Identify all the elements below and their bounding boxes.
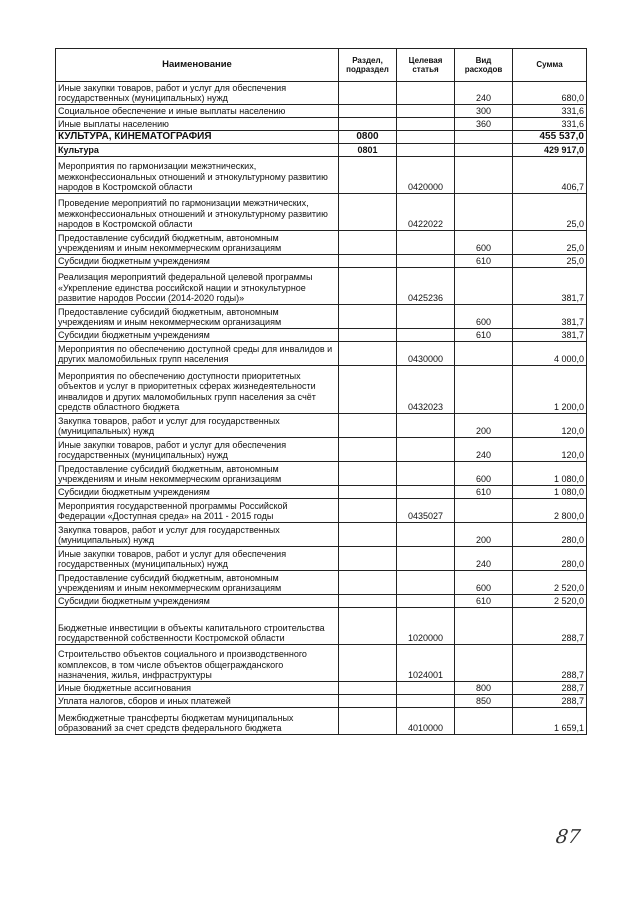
row-sum: 288,7 xyxy=(513,682,587,695)
row-type: 240 xyxy=(455,438,513,462)
row-type: 300 xyxy=(455,105,513,118)
row-name: Предоставление субсидий бюджетным, автономным учреждениям и иным некоммерческим организациям xyxy=(56,231,339,255)
row-name: Иные закупки товаров, работ и услуг для обеспечения государственных (муниципальных) нужд xyxy=(56,438,339,462)
row-sum: 280,0 xyxy=(513,547,587,571)
row-section xyxy=(339,608,397,645)
row-sum: 120,0 xyxy=(513,438,587,462)
header-name: Наименование xyxy=(56,49,339,82)
row-type: 610 xyxy=(455,255,513,268)
row-type: 600 xyxy=(455,231,513,255)
row-section xyxy=(339,547,397,571)
header-sum: Сумма xyxy=(513,49,587,82)
row-type: 240 xyxy=(455,82,513,105)
row-target xyxy=(397,523,455,547)
row-section xyxy=(339,438,397,462)
row-target xyxy=(397,438,455,462)
row-name: Субсидии бюджетным учреждениям xyxy=(56,329,339,342)
row-name: Иные закупки товаров, работ и услуг для обеспечения государственных (муниципальных) нужд xyxy=(56,547,339,571)
table-row xyxy=(56,231,587,255)
row-type xyxy=(455,157,513,194)
table-row xyxy=(56,695,587,708)
row-sum: 1 080,0 xyxy=(513,462,587,486)
row-target: 0425236 xyxy=(397,268,455,305)
row-section xyxy=(339,255,397,268)
row-type: 800 xyxy=(455,682,513,695)
table-row-subsection xyxy=(56,144,587,157)
row-name: Мероприятия по обеспечению доступности приоритетных объектов и услуг в приоритетных сферах жизнедеятельности инвалидов и других маломобильных групп населения за счёт средств областного бюджета xyxy=(56,366,339,414)
row-section xyxy=(339,571,397,595)
row-sum: 2 800,0 xyxy=(513,499,587,523)
header-target: Целевая статья xyxy=(397,49,455,82)
row-sum: 381,7 xyxy=(513,305,587,329)
row-type: 610 xyxy=(455,486,513,499)
row-name: Предоставление субсидий бюджетным, автономным учреждениям и иным некоммерческим организациям xyxy=(56,571,339,595)
row-sum: 455 537,0 xyxy=(513,131,587,144)
row-type: 360 xyxy=(455,118,513,131)
table-row xyxy=(56,523,587,547)
table-row xyxy=(56,118,587,131)
row-sum: 1 659,1 xyxy=(513,708,587,735)
row-type: 200 xyxy=(455,523,513,547)
row-section xyxy=(339,523,397,547)
row-name: Предоставление субсидий бюджетным, автономным учреждениям и иным некоммерческим организациям xyxy=(56,462,339,486)
row-type xyxy=(455,499,513,523)
table-row xyxy=(56,645,587,682)
row-name: Бюджетные инвестиции в объекты капитального строительства государственной собственности Костромской области xyxy=(56,608,339,645)
row-section xyxy=(339,645,397,682)
row-section xyxy=(339,414,397,438)
row-sum: 120,0 xyxy=(513,414,587,438)
table-row xyxy=(56,499,587,523)
row-name: Социальное обеспечение и иные выплаты населению xyxy=(56,105,339,118)
row-sum: 2 520,0 xyxy=(513,595,587,608)
row-type: 200 xyxy=(455,414,513,438)
row-type: 600 xyxy=(455,305,513,329)
row-name: Субсидии бюджетным учреждениям xyxy=(56,255,339,268)
row-sum: 288,7 xyxy=(513,695,587,708)
row-name: Мероприятия по гармонизации межэтнических, межконфессиональных отношений и этнокультурному развитию народов в Костромской области xyxy=(56,157,339,194)
row-name: Культура xyxy=(56,144,339,157)
row-name: Реализация мероприятий федеральной целевой программы «Укрепление единства российской нации и этнокультурное развитие народов России (2014-2020 годы)» xyxy=(56,268,339,305)
row-name: Иные закупки товаров, работ и услуг для обеспечения государственных (муниципальных) нужд xyxy=(56,82,339,105)
row-target: 4010000 xyxy=(397,708,455,735)
row-type: 610 xyxy=(455,329,513,342)
table-row xyxy=(56,595,587,608)
row-target xyxy=(397,595,455,608)
row-target xyxy=(397,547,455,571)
budget-table xyxy=(55,48,587,735)
row-target: 0422022 xyxy=(397,194,455,231)
table-row xyxy=(56,571,587,595)
row-sum: 25,0 xyxy=(513,194,587,231)
row-section xyxy=(339,366,397,414)
row-type xyxy=(455,366,513,414)
table-row xyxy=(56,329,587,342)
row-section: 0801 xyxy=(339,144,397,157)
row-sum: 406,7 xyxy=(513,157,587,194)
row-section xyxy=(339,305,397,329)
row-sum: 288,7 xyxy=(513,645,587,682)
row-target xyxy=(397,82,455,105)
row-sum: 288,7 xyxy=(513,608,587,645)
row-sum: 429 917,0 xyxy=(513,144,587,157)
row-section xyxy=(339,595,397,608)
row-target: 0432023 xyxy=(397,366,455,414)
row-type: 610 xyxy=(455,595,513,608)
table-row xyxy=(56,366,587,414)
row-type: 240 xyxy=(455,547,513,571)
row-target xyxy=(397,255,455,268)
header-type: Вид расходов xyxy=(455,49,513,82)
row-sum: 381,7 xyxy=(513,329,587,342)
row-type xyxy=(455,268,513,305)
row-name: Закупка товаров, работ и услуг для государственных (муниципальных) нужд xyxy=(56,414,339,438)
row-sum: 25,0 xyxy=(513,255,587,268)
row-target xyxy=(397,105,455,118)
row-target xyxy=(397,486,455,499)
row-type xyxy=(455,131,513,144)
row-sum: 680,0 xyxy=(513,82,587,105)
row-name: Иные бюджетные ассигнования xyxy=(56,682,339,695)
table-row xyxy=(56,708,587,735)
table-row xyxy=(56,157,587,194)
table-row xyxy=(56,438,587,462)
row-target xyxy=(397,144,455,157)
row-target: 0420000 xyxy=(397,157,455,194)
row-target xyxy=(397,682,455,695)
row-section xyxy=(339,105,397,118)
row-sum: 331,6 xyxy=(513,105,587,118)
row-name: Межбюджетные трансферты бюджетам муниципальных образований за счет средств федерального бюджета xyxy=(56,708,339,735)
row-target xyxy=(397,231,455,255)
row-type xyxy=(455,708,513,735)
table-row xyxy=(56,342,587,366)
row-name: Проведение мероприятий по гармонизации межэтнических, межконфессиональных отношений и этнокультурному развитию народов в Костромской области xyxy=(56,194,339,231)
row-name: Субсидии бюджетным учреждениям xyxy=(56,486,339,499)
row-type xyxy=(455,342,513,366)
row-target xyxy=(397,571,455,595)
table-row xyxy=(56,255,587,268)
table-row xyxy=(56,414,587,438)
row-type: 600 xyxy=(455,571,513,595)
row-name: Субсидии бюджетным учреждениям xyxy=(56,595,339,608)
row-section xyxy=(339,342,397,366)
row-name: Уплата налогов, сборов и иных платежей xyxy=(56,695,339,708)
row-sum: 381,7 xyxy=(513,268,587,305)
table-header-row xyxy=(56,49,587,82)
row-sum: 1 200,0 xyxy=(513,366,587,414)
row-type xyxy=(455,144,513,157)
row-target xyxy=(397,118,455,131)
row-section xyxy=(339,708,397,735)
table-row xyxy=(56,305,587,329)
row-section xyxy=(339,157,397,194)
table-row xyxy=(56,462,587,486)
table-row-section xyxy=(56,131,587,144)
row-type xyxy=(455,194,513,231)
row-section: 0800 xyxy=(339,131,397,144)
row-type: 600 xyxy=(455,462,513,486)
row-target xyxy=(397,462,455,486)
row-section xyxy=(339,682,397,695)
row-target xyxy=(397,329,455,342)
row-target: 1024001 xyxy=(397,645,455,682)
row-name: Иные выплаты населению xyxy=(56,118,339,131)
table-row xyxy=(56,194,587,231)
page-number: 87 xyxy=(554,826,582,848)
row-section xyxy=(339,82,397,105)
row-type: 850 xyxy=(455,695,513,708)
row-name: Мероприятия по обеспечению доступной среды для инвалидов и других маломобильных групп населения xyxy=(56,342,339,366)
row-target xyxy=(397,305,455,329)
row-type xyxy=(455,608,513,645)
row-sum: 2 520,0 xyxy=(513,571,587,595)
row-name: Предоставление субсидий бюджетным, автономным учреждениям и иным некоммерческим организациям xyxy=(56,305,339,329)
row-section xyxy=(339,499,397,523)
row-section xyxy=(339,231,397,255)
row-sum: 4 000,0 xyxy=(513,342,587,366)
table-row xyxy=(56,547,587,571)
table-row xyxy=(56,682,587,695)
row-target xyxy=(397,414,455,438)
row-section xyxy=(339,462,397,486)
table-row xyxy=(56,105,587,118)
table-row xyxy=(56,486,587,499)
row-target xyxy=(397,695,455,708)
row-sum: 25,0 xyxy=(513,231,587,255)
row-target: 0430000 xyxy=(397,342,455,366)
header-section: Раздел, подраздел xyxy=(339,49,397,82)
row-section xyxy=(339,329,397,342)
row-name: Строительство объектов социального и производственного комплексов, в том числе объектов общегражданского назначения, жилья, инфраструктуры xyxy=(56,645,339,682)
row-sum: 1 080,0 xyxy=(513,486,587,499)
table-row xyxy=(56,608,587,645)
row-section xyxy=(339,118,397,131)
row-section xyxy=(339,268,397,305)
row-target: 1020000 xyxy=(397,608,455,645)
row-type xyxy=(455,645,513,682)
row-section xyxy=(339,194,397,231)
table-row xyxy=(56,82,587,105)
row-section xyxy=(339,695,397,708)
row-sum: 280,0 xyxy=(513,523,587,547)
row-sum: 331,6 xyxy=(513,118,587,131)
row-name: КУЛЬТУРА, КИНЕМАТОГРАФИЯ xyxy=(56,131,339,144)
row-target xyxy=(397,131,455,144)
row-target: 0435027 xyxy=(397,499,455,523)
table-row xyxy=(56,268,587,305)
row-name: Мероприятия государственной программы Российской Федерации «Доступная среда» на 2011 - 2015 годы xyxy=(56,499,339,523)
row-section xyxy=(339,486,397,499)
row-name: Закупка товаров, работ и услуг для государственных (муниципальных) нужд xyxy=(56,523,339,547)
